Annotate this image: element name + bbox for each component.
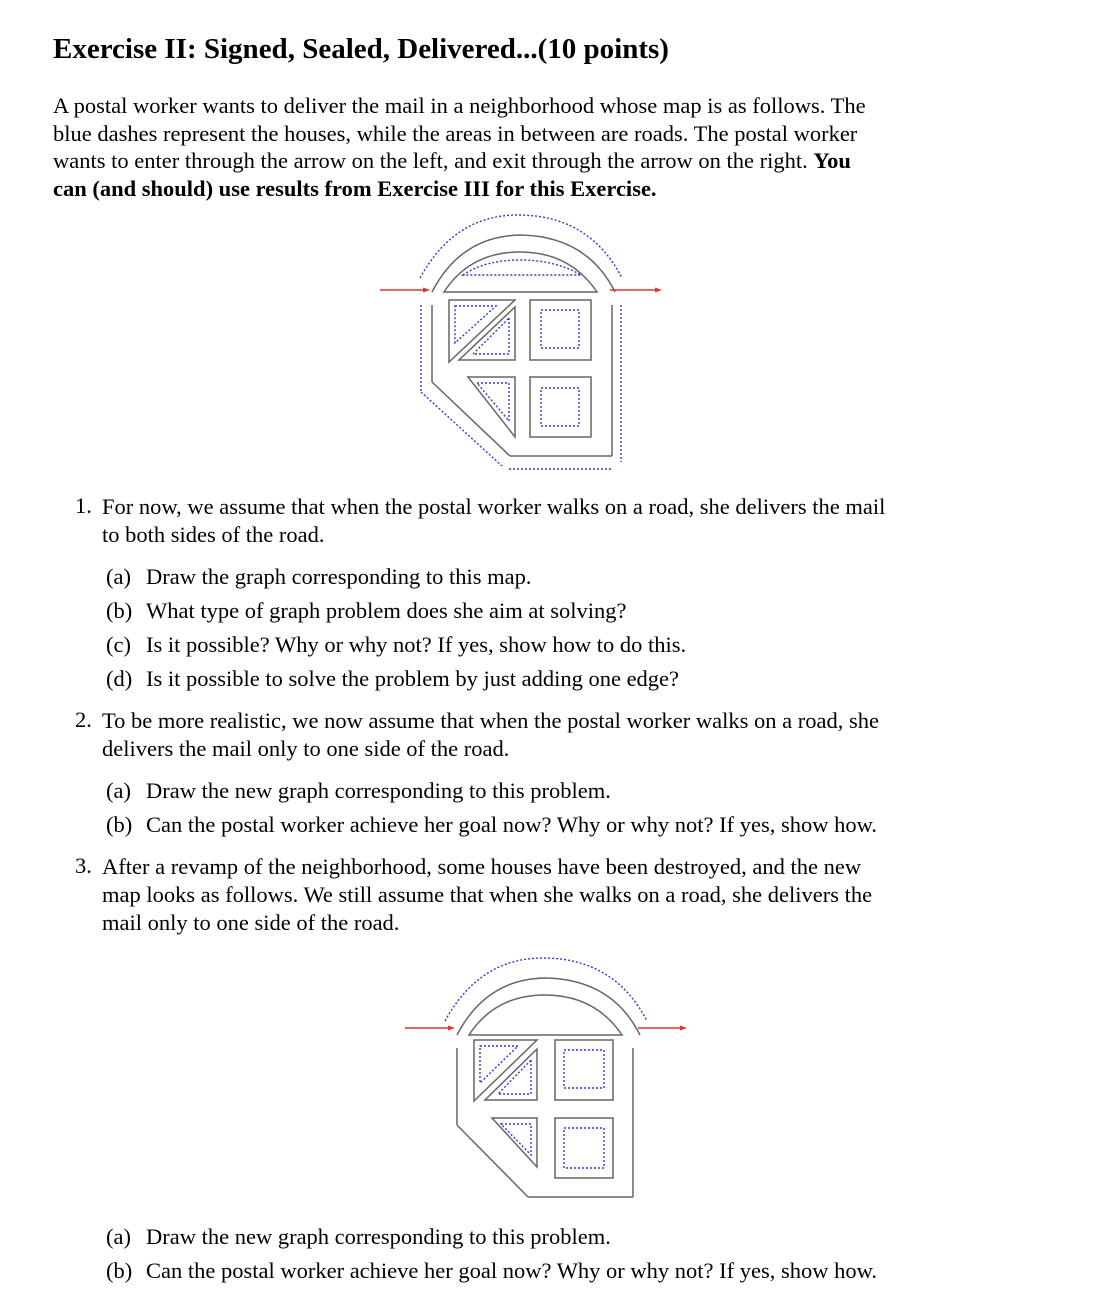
question-2-line: To be more realistic, we now assume that when the postal worker walks on a road, she xyxy=(102,708,879,733)
road-outer-arc xyxy=(457,978,640,1035)
exercise-title: Exercise II: Signed, Sealed, Delivered...(10 points) xyxy=(53,33,669,65)
block-triangle-br xyxy=(485,1049,537,1100)
exit-arrow-head xyxy=(680,1026,687,1031)
question-part-label: (a) xyxy=(106,778,131,803)
question-3-line: After a revamp of the neighborhood, some houses have been destroyed, and the new xyxy=(102,854,862,879)
question-part-label: (c) xyxy=(106,632,131,657)
entry-arrow-head xyxy=(448,1026,455,1031)
house-outer-arc xyxy=(420,215,622,278)
neighborhood-map-2 xyxy=(400,955,695,1207)
block-square-bottom xyxy=(530,377,591,437)
block-triangle-bottom xyxy=(468,377,515,437)
question-part-text: What type of graph problem does she aim at solving? xyxy=(146,598,627,623)
block-square-top xyxy=(530,300,591,360)
house-square-bottom xyxy=(541,388,579,426)
question-part-label: (b) xyxy=(106,598,133,623)
question-2-line: delivers the mail only to one side of the road. xyxy=(102,736,510,761)
question-part-label: (b) xyxy=(106,812,133,837)
house-square-bottom xyxy=(564,1128,604,1168)
question-number: 2. xyxy=(75,707,92,732)
house-left-diagonal xyxy=(421,392,502,466)
question-part-label: (b) xyxy=(106,1258,133,1283)
question-number: 3. xyxy=(75,853,92,878)
question-part-text: Is it possible? Why or why not? If yes, show how to do this. xyxy=(146,632,687,657)
intro-line-text: wants to enter through the arrow on the left, and exit through the arrow on the right. xyxy=(53,148,808,173)
house-square-top xyxy=(541,310,579,348)
question-3-line: mail only to one side of the road. xyxy=(102,910,400,935)
block-triangle-tl xyxy=(449,300,515,362)
intro-bold-text: can (and should) use results from Exercise III for this Exercise. xyxy=(53,175,657,201)
road-left-diagonal xyxy=(432,382,510,456)
question-3-line: map looks as follows. We still assume that when she walks on a road, she delivers the xyxy=(102,882,873,907)
exit-arrow-head xyxy=(655,288,662,293)
question-part-text: Can the postal worker achieve her goal now? Why or why not? If yes, show how. xyxy=(146,1258,878,1283)
intro-line xyxy=(53,147,866,175)
question-number: 1. xyxy=(75,493,92,518)
block-triangle-bottom xyxy=(492,1118,537,1167)
house-triangle-bottom xyxy=(501,1124,531,1155)
question-part-text: Draw the new graph corresponding to this problem. xyxy=(146,1224,611,1249)
intro-paragraph xyxy=(53,92,866,202)
block-triangle-tl xyxy=(474,1040,537,1101)
question-part-label: (a) xyxy=(106,1224,131,1249)
house-outer-arc xyxy=(445,958,647,1021)
question-part-label: (d) xyxy=(106,666,133,691)
intro-line: A postal worker wants to deliver the mail in a neighborhood whose map is as follows. The xyxy=(53,93,866,118)
question-part-text: Is it possible to solve the problem by just adding one edge? xyxy=(146,666,680,691)
intro-line: blue dashes represent the houses, while the areas in between are roads. The postal worker xyxy=(53,120,858,146)
question-part-text: Can the postal worker achieve her goal now? Why or why not? If yes, show how. xyxy=(146,812,878,837)
question-part-text: Draw the graph corresponding to this map. xyxy=(146,564,532,589)
house-triangle-br xyxy=(498,1060,531,1094)
neighborhood-map-1 xyxy=(375,212,670,477)
road-inner-arc xyxy=(469,995,622,1035)
house-triangle-bottom xyxy=(477,383,509,421)
question-1-line: to both sides of the road. xyxy=(102,522,325,547)
question-part-label: (a) xyxy=(106,564,131,589)
entry-arrow-head xyxy=(423,288,430,293)
intro-bold-text: You xyxy=(813,148,851,173)
intro-line xyxy=(53,175,866,203)
road-outer-arc xyxy=(432,235,615,292)
question-part-text: Draw the new graph corresponding to this problem. xyxy=(146,778,611,803)
question-1-line: For now, we assume that when the postal worker walks on a road, she delivers the mail xyxy=(102,494,886,519)
house-square-top xyxy=(564,1050,604,1088)
road-left-diagonal xyxy=(457,1125,528,1197)
